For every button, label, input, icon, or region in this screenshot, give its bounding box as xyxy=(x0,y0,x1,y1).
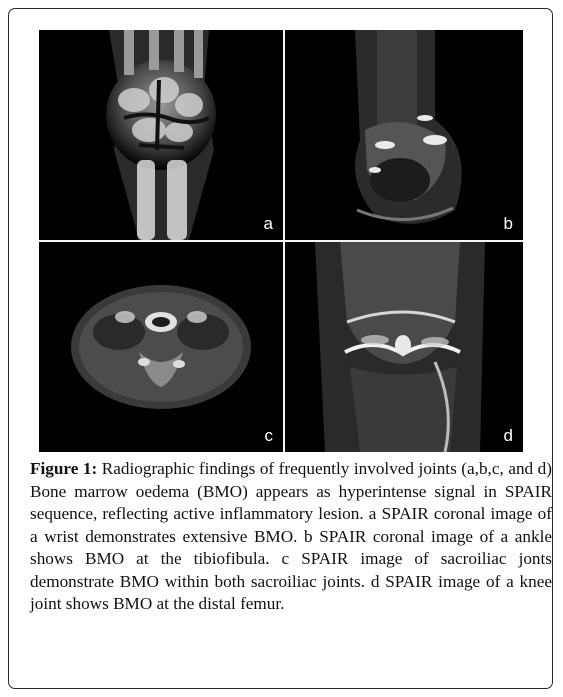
mri-image-grid xyxy=(39,30,523,452)
ankle-mri-image xyxy=(285,30,523,240)
panel-label-a: a xyxy=(263,214,273,233)
knee-mri-image xyxy=(285,242,523,452)
panel-label-d: d xyxy=(503,426,513,445)
grid-divider-horizontal xyxy=(39,240,523,242)
figure-caption xyxy=(30,458,552,616)
panel-label-c: c xyxy=(264,426,273,445)
caption-text: Radiographic findings of frequently involved joints (a,b,c, and d) Bone marrow oedema (BMO) appears as hyperintense signal in SPAIR sequence, reflecting active inflammatory lesion. a SPAIR coronal image of a wrist demonstrates extensive BMO. b SPAIR coronal image of a ankle shows BMO at the tibiofibula. c SPAIR image of sacroiliac jonts demonstrate BMO within both sacroiliac joints. d SPAIR image of a knee joint shows BMO at the distal femur. xyxy=(30,459,552,613)
mri-panel-sacroiliac xyxy=(39,242,283,452)
mri-panel-wrist xyxy=(39,30,283,240)
mri-panel-ankle xyxy=(285,30,523,240)
panel-label-b: b xyxy=(503,214,513,233)
wrist-mri-image xyxy=(39,30,283,240)
sacroiliac-mri-image xyxy=(39,242,283,452)
mri-panel-knee xyxy=(285,242,523,452)
caption-label: Figure 1: xyxy=(30,459,98,478)
